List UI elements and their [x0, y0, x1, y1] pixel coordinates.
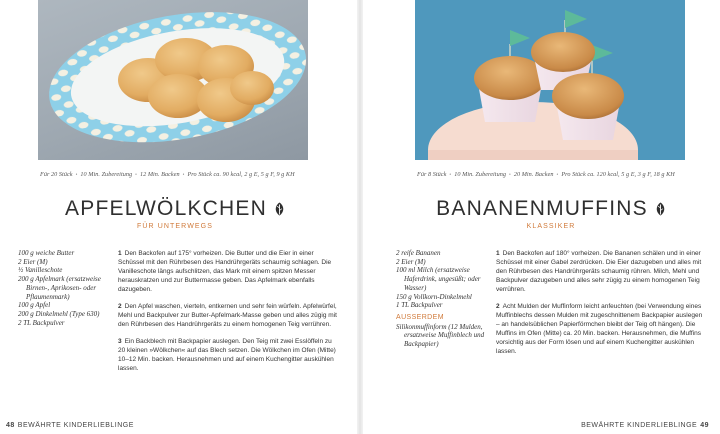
step-text: Den Backofen auf 175° vorheizen. Die Butter und die Eier in einer Schüssel mit den Rührbesen des Handrührgeräts schaumig schlagen. Die Vanilleschote längs aufschlitzen, das Mark mit einem spitzen Messer herauskratzen und zur Buttermasse geben. Das Apfelmark ebenfalls dazugeben.: [118, 250, 332, 294]
footer-label: BEWÄHRTE KINDERLIEBLINGE: [17, 422, 134, 429]
bananenmuffins-photo: [415, 0, 685, 160]
instruction-step: [496, 302, 704, 357]
right-info-portions: Für 8 Stück: [417, 171, 447, 178]
ingredient-item: ½ Vanilleschote: [18, 266, 63, 275]
instruction-step: [118, 249, 340, 294]
ingredient-item: 2 reife Bananen: [396, 249, 441, 257]
step-number: 1: [496, 250, 500, 257]
left-recipe-info: [40, 171, 295, 178]
ingredient-item: 200 g Dinkelmehl (Type 630): [18, 309, 100, 318]
step-text: Acht Mulden der Muffinform leicht anfeuchten (bei Verwendung eines Muffinblechs dessen Mulden mit zugeschnittenem Backpapier auslegen – an handelsüblichen Papierförmchen bleibt der Teig oft hängen). Die Muffins im Ofen (Mitte) ca. 20 Min. backen. Herausnehmen, die Muffins vorsichtig aus der Form lösen und auf einem Kuchengitter auskühlen lassen.: [496, 302, 703, 356]
separator-dot: •: [182, 173, 185, 178]
page-number: 48: [6, 422, 15, 429]
instruction-step: [118, 302, 340, 329]
apfelwoelkchen-photo: [38, 0, 308, 160]
separator-dot: •: [509, 173, 511, 178]
ingredient-item: 2 Eier (M): [18, 257, 48, 266]
separator-dot: •: [135, 173, 137, 178]
leaf-icon: [655, 202, 666, 216]
left-info-prep: 10 Min. Zubereitung: [80, 171, 133, 178]
ingredient-group-heading: AUSSERDEM: [396, 313, 444, 321]
instruction-step: [118, 337, 340, 373]
left-info-portions: Für 20 Stück: [40, 171, 73, 178]
ingredient-item: 150 g Vollkorn-Dinkelmehl: [396, 292, 472, 301]
left-info-nutrition: Pro Stück ca. 90 kcal, 2 g E, 5 g F, 9 g KH: [187, 171, 295, 178]
right-recipe-info: [417, 171, 675, 178]
separator-dot: •: [556, 173, 559, 178]
right-info-bake: 20 Min. Backen: [513, 171, 554, 178]
instruction-step: [496, 249, 704, 294]
left-title-text: APFELWÖLKCHEN: [65, 197, 267, 220]
right-instructions: [496, 249, 704, 364]
ingredient-item: 100 g weiche Butter: [18, 249, 75, 257]
separator-dot: •: [449, 173, 452, 178]
ingredient-item: 1 TL Backpulver: [396, 301, 443, 310]
ingredient-item: 200 g Apfelmark (ersatzweise Birnen-, Aprikosen- oder Pflaumenmark): [18, 275, 101, 301]
step-number: 3: [118, 337, 122, 345]
left-page-footer: [3, 422, 134, 429]
ingredient-item: Silikonmuffinform (12 Mulden, ersatzweise Muffinblech und Backpapier): [396, 322, 485, 349]
right-info-prep: 10 Min. Zubereitung: [454, 171, 506, 178]
page-number: 49: [700, 422, 709, 429]
ingredient-item: 2 Eier (M): [396, 257, 426, 266]
footer-label: BEWÄHRTE KINDERLIEBLINGE: [581, 422, 698, 429]
ingredient-item: 100 g Apfel: [18, 301, 51, 310]
separator-dot: •: [75, 173, 78, 178]
step-text: Ein Backblech mit Backpapier auslegen. Den Teig mit zwei Esslöffeln zu 20 kleinen »Wölkchen« auf das Blech setzen. Die Wölkchen im Ofen (Mitte) 10–12 Min. backen. Herausnehmen und auf einem Kuchengitter auskühlen lassen.: [118, 337, 336, 373]
right-recipe-title: [436, 196, 660, 222]
leaf-icon: [274, 202, 285, 216]
right-recipe-subtitle: KLASSIKER: [526, 223, 576, 230]
ingredient-item: 100 ml Milch (ersatzweise Haferdrink, ungesüßt; oder Wasser): [396, 266, 481, 292]
left-ingredients: [18, 249, 110, 327]
step-number: 1: [118, 250, 122, 257]
right-info-nutrition: Pro Stück ca. 120 kcal, 5 g E, 3 g F, 18 g KH: [561, 171, 675, 178]
right-ingredients: [396, 249, 488, 349]
step-number: 2: [118, 302, 122, 310]
ingredient-item: 2 TL Backpulver: [18, 318, 65, 327]
step-text: Den Apfel waschen, vierteln, entkernen und sehr fein würfeln. Apfelwürfel, Mehl und Backpulver zur Butter-Apfelmark-Masse geben und alles zügig mit den Rührbesen des Handrührgeräts zu einem homogenen Teig verrühren.: [118, 302, 337, 329]
left-info-bake: 12 Min. Backen: [139, 171, 180, 178]
left-recipe-title: [65, 196, 280, 222]
right-title-text: BANANENMUFFINS: [436, 197, 648, 220]
right-page-footer: [581, 422, 712, 429]
left-instructions: [118, 249, 340, 381]
step-number: 2: [496, 302, 500, 310]
step-text: Den Backofen auf 180° vorheizen. Die Bananen schälen und in einer Schüssel mit einer Gabel zerdrücken. Die Eier dazugeben und alles mit den Rührbesen des Handrührgeräts schaumig rühren. Milch, Mehl und Backpulver dazugeben und alles sehr zügig zu einem homogenen Teig verrühren.: [496, 250, 702, 294]
left-recipe-subtitle: FÜR UNTERWEGS: [136, 223, 213, 230]
